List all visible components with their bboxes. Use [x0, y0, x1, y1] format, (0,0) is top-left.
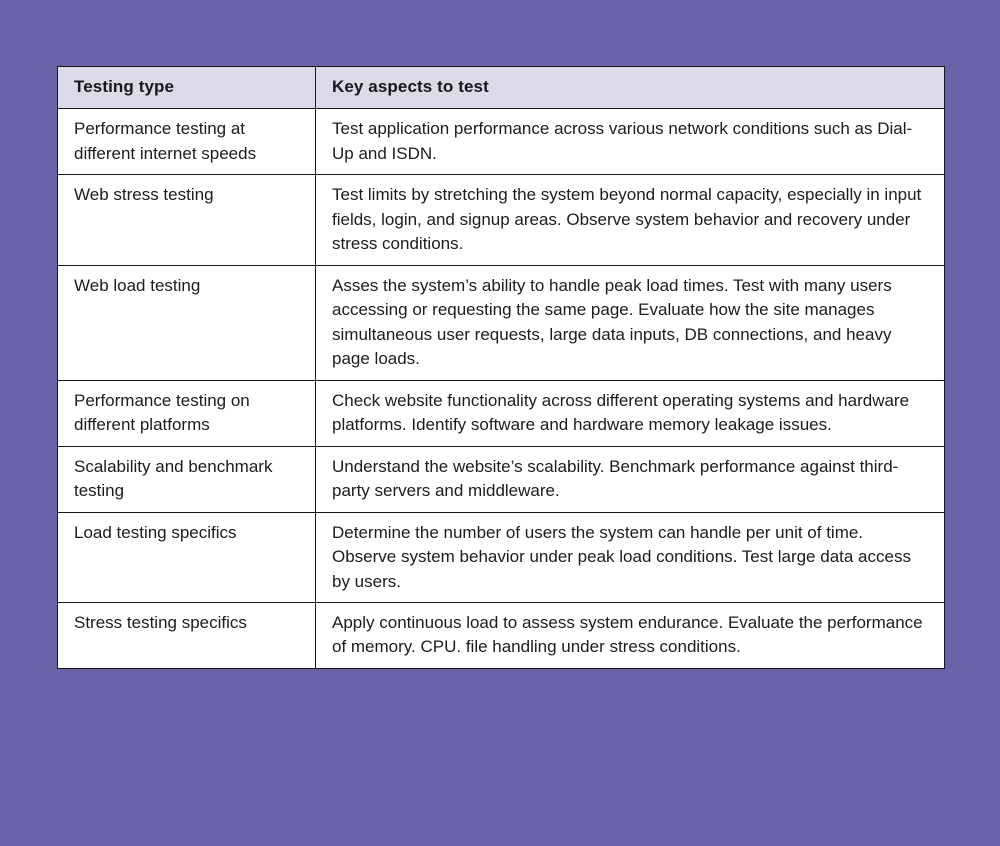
testing-type-cell: Stress testing specifics [58, 602, 316, 668]
testing-type-cell: Load testing specifics [58, 512, 316, 602]
key-aspects-cell: Understand the website’s scalability. Benchmark performance against third-party servers and middleware. [316, 446, 945, 512]
key-aspects-cell: Asses the system’s ability to handle peak load times. Test with many users accessing or requesting the same page. Evaluate how the site manages simultaneous user requests, large data inputs, DB connections, and heavy page loads. [316, 265, 945, 380]
table-row [58, 380, 945, 446]
table-row [58, 602, 945, 668]
table-row [58, 265, 945, 380]
key-aspects-cell: Test application performance across various network conditions such as Dial-Up and ISDN. [316, 109, 945, 175]
table-row [58, 512, 945, 602]
testing-type-cell: Performance testing at different internet speeds [58, 109, 316, 175]
table-row [58, 109, 945, 175]
header-row [58, 67, 945, 109]
header-cell-key-aspects: Key aspects to test [316, 67, 945, 109]
testing-type-cell: Web stress testing [58, 175, 316, 265]
table-row [58, 446, 945, 512]
key-aspects-cell: Apply continuous load to assess system endurance. Evaluate the performance of memory. CPU. file handling under stress conditions. [316, 602, 945, 668]
key-aspects-cell: Check website functionality across different operating systems and hardware platforms. Identify software and hardware memory leakage issues. [316, 380, 945, 446]
header-cell-testing-type: Testing type [58, 67, 316, 109]
table-row [58, 175, 945, 265]
key-aspects-cell: Determine the number of users the system can handle per unit of time. Observe system behavior under peak load conditions. Test large data access by users. [316, 512, 945, 602]
key-aspects-cell: Test limits by stretching the system beyond normal capacity, especially in input fields, login, and signup areas. Observe system behavior and recovery under stress conditions. [316, 175, 945, 265]
testing-table-container [57, 66, 945, 669]
testing-table [57, 66, 945, 669]
testing-type-cell: Web load testing [58, 265, 316, 380]
testing-type-cell: Performance testing on different platforms [58, 380, 316, 446]
testing-type-cell: Scalability and benchmark testing [58, 446, 316, 512]
